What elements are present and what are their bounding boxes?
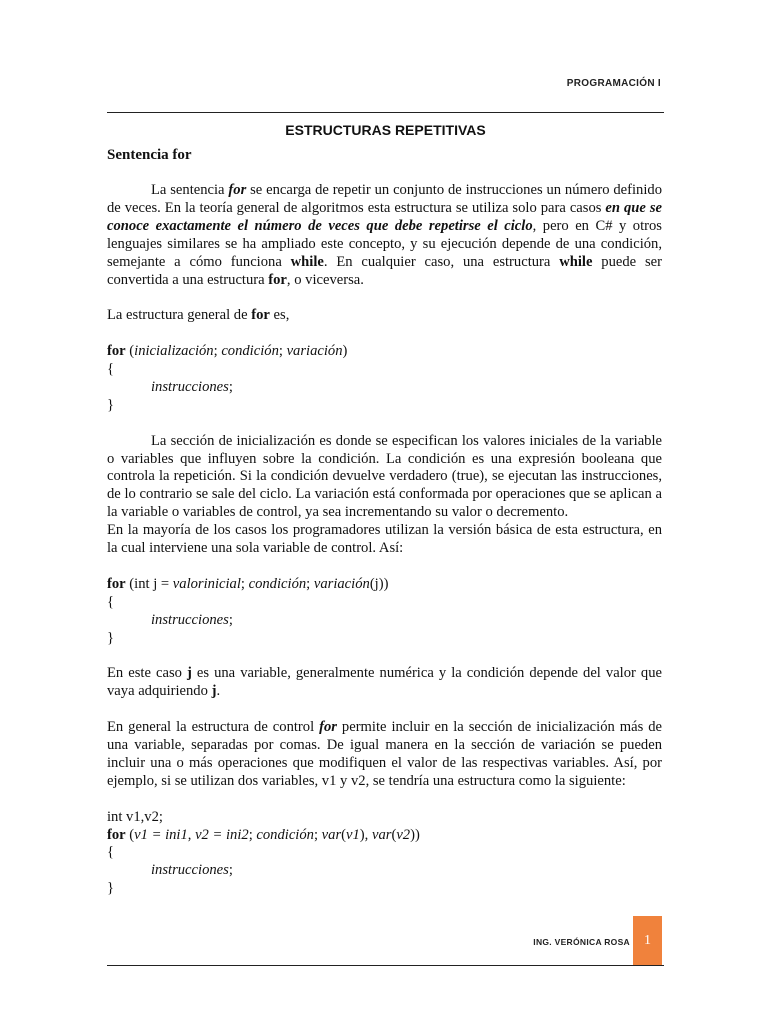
code-text: (j)) [369, 575, 389, 592]
code-text: ; [313, 826, 322, 843]
code-text: ; [240, 575, 249, 592]
paragraph-variable-j [107, 665, 662, 701]
code-text: ( [125, 343, 135, 360]
code-line [107, 576, 662, 594]
code-italic: v1 = ini1 [134, 826, 188, 843]
paragraph-general-structure [107, 307, 662, 325]
variable-j: j [186, 665, 192, 682]
code-text: ; [228, 611, 233, 628]
text-run: En general la estructura de control [107, 719, 320, 736]
header-divider [107, 112, 664, 113]
paragraph-explanation: La sección de inicialización es donde se especifican los valores iniciales de la variable o variables que influyen sobre la condición. La condición es una expresión booleana que controla la repetición. Si la condición devuelve verdadero (true), se ejecutan las instrucciones, de lo contrario se sale del ciclo. La variación está conformada por operaciones que se aplican a la variable o variables de control, ya sea incrementando su valor o decremento. [107, 432, 662, 521]
code-italic: instrucciones [151, 378, 229, 395]
code-italic: var [321, 826, 342, 843]
code-italic: v2 [396, 826, 411, 843]
code-text: ), [359, 826, 372, 843]
text-run: permite incluir en la sección de inicialización más de una variable, separadas por comas. De igual manera en la sección de variación se pueden incluir una o más operaciones que modifiquen el valor de las respectivas variables. Así, por ejemplo, si se utilizan dos variables, v1 y v2, se tendría una estructura como la siguiente: [107, 719, 662, 789]
code-text: ; [306, 575, 314, 592]
keyword-for: for [228, 182, 247, 198]
page-number-box: 1 [633, 916, 662, 965]
code-line [107, 862, 662, 880]
document-body [107, 182, 662, 916]
code-italic: instrucciones [151, 862, 229, 879]
section-heading: Sentencia for [107, 147, 192, 163]
code-line [107, 343, 662, 361]
code-text: ) [342, 343, 348, 360]
footer-author: ING. VERÓNICA ROSA [533, 937, 630, 947]
code-text: )) [410, 826, 420, 843]
keyword-while: while [559, 253, 593, 270]
code-line: { [107, 844, 115, 861]
code-text: , [187, 826, 196, 843]
code-line: } [107, 880, 115, 897]
code-italic: inicialización [134, 343, 214, 360]
code-text: ; [213, 343, 222, 360]
code-line [107, 612, 662, 630]
text-run: es, [269, 307, 290, 324]
code-line: int v1,v2; [107, 808, 163, 825]
code-italic: var [371, 826, 392, 843]
code-text: ; [248, 826, 257, 843]
code-text: ( [391, 826, 397, 843]
code-italic: variación [286, 343, 343, 360]
paragraph-intro [107, 182, 662, 289]
footer-divider [107, 965, 664, 966]
code-italic: condición [248, 575, 307, 592]
code-block-basic [107, 576, 662, 648]
keyword-for: for [268, 271, 287, 288]
code-line: } [107, 629, 115, 646]
page-title: ESTRUCTURAS REPETITIVAS [285, 122, 486, 138]
code-keyword: for [107, 826, 126, 843]
code-text: ( [125, 826, 135, 843]
variable-j: j [211, 683, 217, 700]
code-keyword: for [107, 575, 126, 592]
keyword-for: for [319, 719, 337, 736]
keyword-while: while [290, 253, 324, 270]
code-text: ; [228, 378, 233, 395]
text-run: La estructura general de [107, 307, 252, 324]
text-run: se encarga de repetir un conjunto de instrucciones un número definido de veces. En la teoría general de algoritmos esta estructura se utiliza solo para casos [107, 182, 663, 216]
text-run: En este caso [107, 665, 187, 682]
keyword-for: for [251, 307, 270, 324]
text-run: , pero en C# y otros lenguajes similares se ha ampliado este concepto, y su ejecución depende de una condición, semejante a cómo funciona [107, 217, 662, 270]
code-line [107, 827, 662, 845]
code-italic: variación [313, 575, 370, 592]
code-italic: v2 = ini2 [195, 826, 249, 843]
code-text: ; [278, 343, 287, 360]
code-italic: instrucciones [151, 611, 229, 628]
text-run: La sentencia [151, 182, 229, 198]
code-block-multiple [107, 809, 662, 899]
code-italic: condición [221, 343, 279, 360]
code-keyword: for [107, 343, 126, 360]
code-italic: v1 [346, 826, 360, 843]
code-text: ( [341, 826, 347, 843]
text-run: , o viceversa. [286, 271, 364, 288]
paragraph-multiple-variables [107, 719, 662, 791]
code-line: { [107, 361, 115, 378]
text-run: . [216, 683, 221, 700]
paragraph-basic-version: En la mayoría de los casos los programadores utilizan la versión básica de esta estructura, en la cual interviene una sola variable de control. Así: [107, 522, 662, 557]
text-run: puede ser convertida a una estructura [107, 253, 662, 288]
emphasis-text: en que se conoce exactamente el número de veces que debe repetirse el ciclo [107, 199, 662, 234]
header-course-title: PROGRAMACIÓN I [566, 78, 661, 89]
code-italic: valorinicial [172, 575, 241, 592]
code-italic: condición [256, 826, 314, 843]
text-run: es una variable, generalmente numérica y la condición depende del valor que vaya adquiriendo [107, 665, 662, 700]
code-text: ; [228, 862, 233, 879]
code-text: (int j = [125, 575, 173, 592]
code-line: { [107, 593, 115, 610]
code-line: } [107, 396, 115, 413]
text-run: . En cualquier caso, una estructura [323, 253, 560, 270]
code-block-general [107, 343, 662, 415]
code-line [107, 379, 662, 397]
